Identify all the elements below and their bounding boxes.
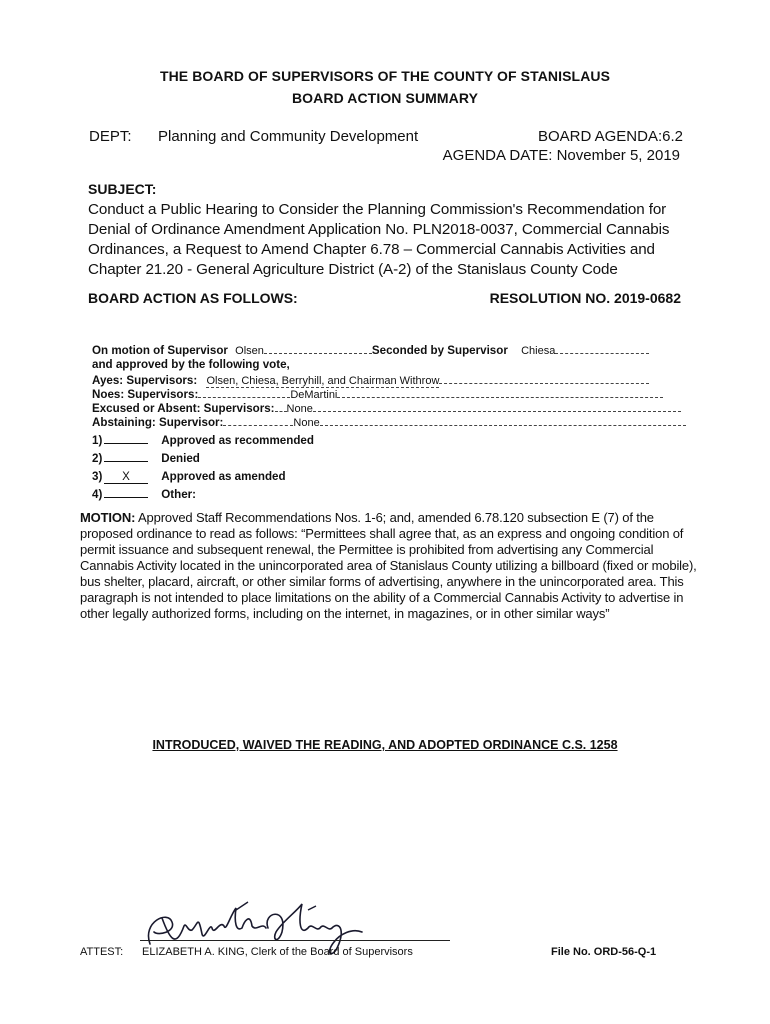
motion-text: Approved Staff Recommendations Nos. 1-6; and, amended 6.78.120 subsection E (7) of the proposed ordinance to read as follows: “Permittees shall agree that, as an express and ongoing condition of permit issuance and subsequent renewal, the Permittee is prohibited from advertising any Commercial Cannabis Activity located in the unincorporated area of Stanislaus County utilizing a billboard (fixed or mobile), bus shelter, placard, aircraft, or other similar forms of advertising, anywhere in the unincorporated area. This paragraph is not intended to place limitations on the ability of a Commercial Cannabis Activity to advertise in other legally authorized forms, including on the internet, in magazines, or in other similar ways” [80,510,697,621]
board-agenda [538,128,683,145]
noes-underline-a [198,387,290,398]
seconded-supervisor: Chiesa [521,345,556,357]
noes-value: DeMartini [290,389,338,401]
ayes-line [92,373,702,387]
approved-vote-line: and approved by the following vote, [92,358,290,371]
document-title: THE BOARD OF SUPERVISORS OF THE COUNTY OF STANISLAUS [159,68,611,84]
option-number: 2) [92,452,103,465]
motion-label: On motion of Supervisor [92,344,228,357]
option-mark [104,497,148,498]
option-number: 3) [92,470,103,483]
motion-paragraph [80,510,700,622]
abstaining-line [92,415,702,429]
agenda-date [443,147,680,164]
option-label: Denied [161,452,200,465]
subject-label: SUBJECT: [88,181,157,197]
option-1 [92,434,314,447]
board-agenda-label: BOARD AGENDA: [537,128,663,145]
ordinance-statement: INTRODUCED, WAIVED THE READING, AND ADOPTED ORDINANCE C.S. 1258 [152,738,618,752]
option-3 [92,470,286,484]
option-mark: X [104,470,148,484]
option-label: Other: [161,488,197,501]
clerk-name: ELIZABETH A. KING, Clerk of the Board of Supervisors [142,946,413,958]
abstaining-value: None [293,417,320,429]
abstaining-underline-b [320,415,686,426]
abstaining-label: Abstaining: Supervisor: [92,416,224,429]
noes-underline-b [337,387,663,398]
motion-heading: MOTION: [80,510,136,525]
excused-underline-b [313,401,681,412]
ayes-label: Ayes: Supervisors: [92,374,198,387]
excused-value: None [286,403,313,415]
noes-label: Noes: Supervisors: [92,388,199,401]
excused-line [92,401,702,415]
noes-line [92,387,702,401]
excused-underline-a [275,401,287,412]
option-2 [92,452,200,465]
dept-label: DEPT: [89,128,132,145]
file-number: File No. ORD-56-Q-1 [551,946,657,958]
abstaining-underline-a [223,415,293,426]
board-agenda-value: 6.2 [662,128,683,145]
document-subtitle: BOARD ACTION SUMMARY [291,90,479,106]
option-number: 1) [92,434,103,447]
subject-text: Conduct a Public Hearing to Consider the Planning Commission's Recommendation for Denial of Ordinance Amendment Application No. PLN2018-0037, Commercial Cannabis Ordinances, a Request to Amend Chapter 6.78 – Commercial Cannabis Activities and Chapter 21.20 - General Agriculture District (A-2) of the Stanislaus County Code [88,201,670,278]
ayes-underline [439,373,649,384]
option-number: 4) [92,488,103,501]
board-action-heading: BOARD ACTION AS FOLLOWS: [88,290,298,306]
seconded-label: Seconded by Supervisor [371,344,508,357]
clerk-signature [140,892,380,972]
agenda-date-value: November 5, 2019 [556,147,680,164]
option-label: Approved as recommended [161,434,314,447]
excused-label: Excused or Absent: Supervisors: [92,402,275,415]
option-mark [104,443,148,444]
resolution-number: RESOLUTION NO. 2019-0682 [489,290,681,306]
option-mark [104,461,148,462]
motion-line [92,343,702,357]
option-label: Approved as amended [161,470,286,483]
dept-value: Planning and Community Development [158,128,419,145]
signature-line [140,940,450,941]
motion-underline [264,343,372,354]
option-4 [92,488,196,501]
agenda-date-label: AGENDA DATE: [442,147,553,164]
motion-supervisor: Olsen [235,345,264,357]
attest-label: ATTEST: [80,946,124,958]
seconded-underline [555,343,649,354]
ayes-value: Olsen, Chiesa, Berryhill, and Chairman Withrow [206,375,440,387]
